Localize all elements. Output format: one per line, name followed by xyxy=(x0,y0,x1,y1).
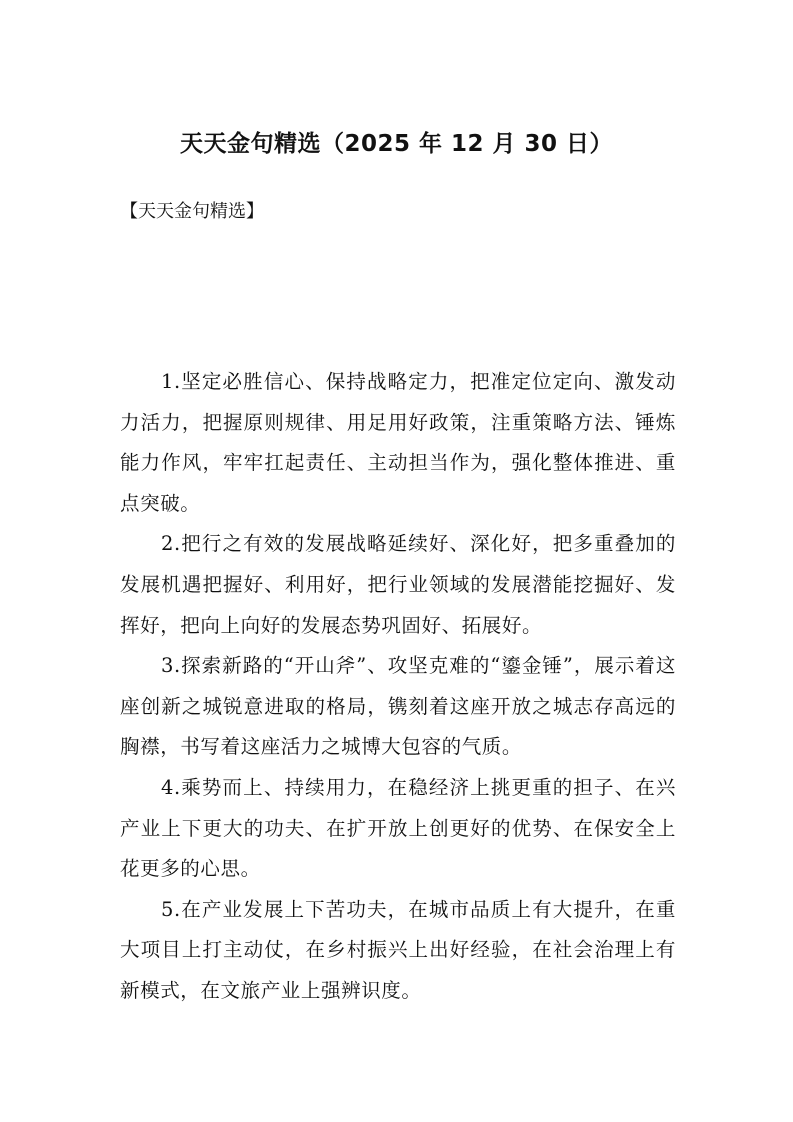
quote-paragraph-4: 4.乘势而上、持续用力，在稳经济上挑更重的担子、在兴产业上下更大的功夫、在扩开放上创更好的优势、在保安全上花更多的心思。 xyxy=(120,775,676,881)
quote-paragraph-2: 2.把行之有效的发展战略延续好、深化好，把多重叠加的发展机遇把握好、利用好，把行业领域的发展潜能挖掘好、发挥好，把向上向好的发展态势巩固好、拓展好。 xyxy=(120,532,676,637)
quote-paragraph-1: 1.坚定必胜信心、保持战略定力，把准定位定向、激发动力活力，把握原则规律、用足用好政策，注重策略方法、锤炼能力作风，牢牢扛起责任、主动担当作为，强化整体推进、重点突破。 xyxy=(120,370,676,515)
quote-paragraph-3: 3.探索新路的“开山斧”、攻坚克难的“鎏金锤”，展示着这座创新之城锐意进取的格局，镌刻着这座开放之城志存高远的胸襟，书写着这座活力之城博大包容的气质。 xyxy=(120,654,676,759)
quote-paragraph-5: 5.在产业发展上下苦功夫，在城市品质上有大提升，在重大项目上打主动仗，在乡村振兴上出好经验，在社会治理上有新模式，在文旅产业上强辨识度。 xyxy=(120,897,676,1002)
document-title: 天天金句精选（2025 年 12 月 30 日） xyxy=(179,131,614,157)
quote-list xyxy=(120,362,676,1012)
section-label: 【天天金句精选】 xyxy=(120,201,264,222)
